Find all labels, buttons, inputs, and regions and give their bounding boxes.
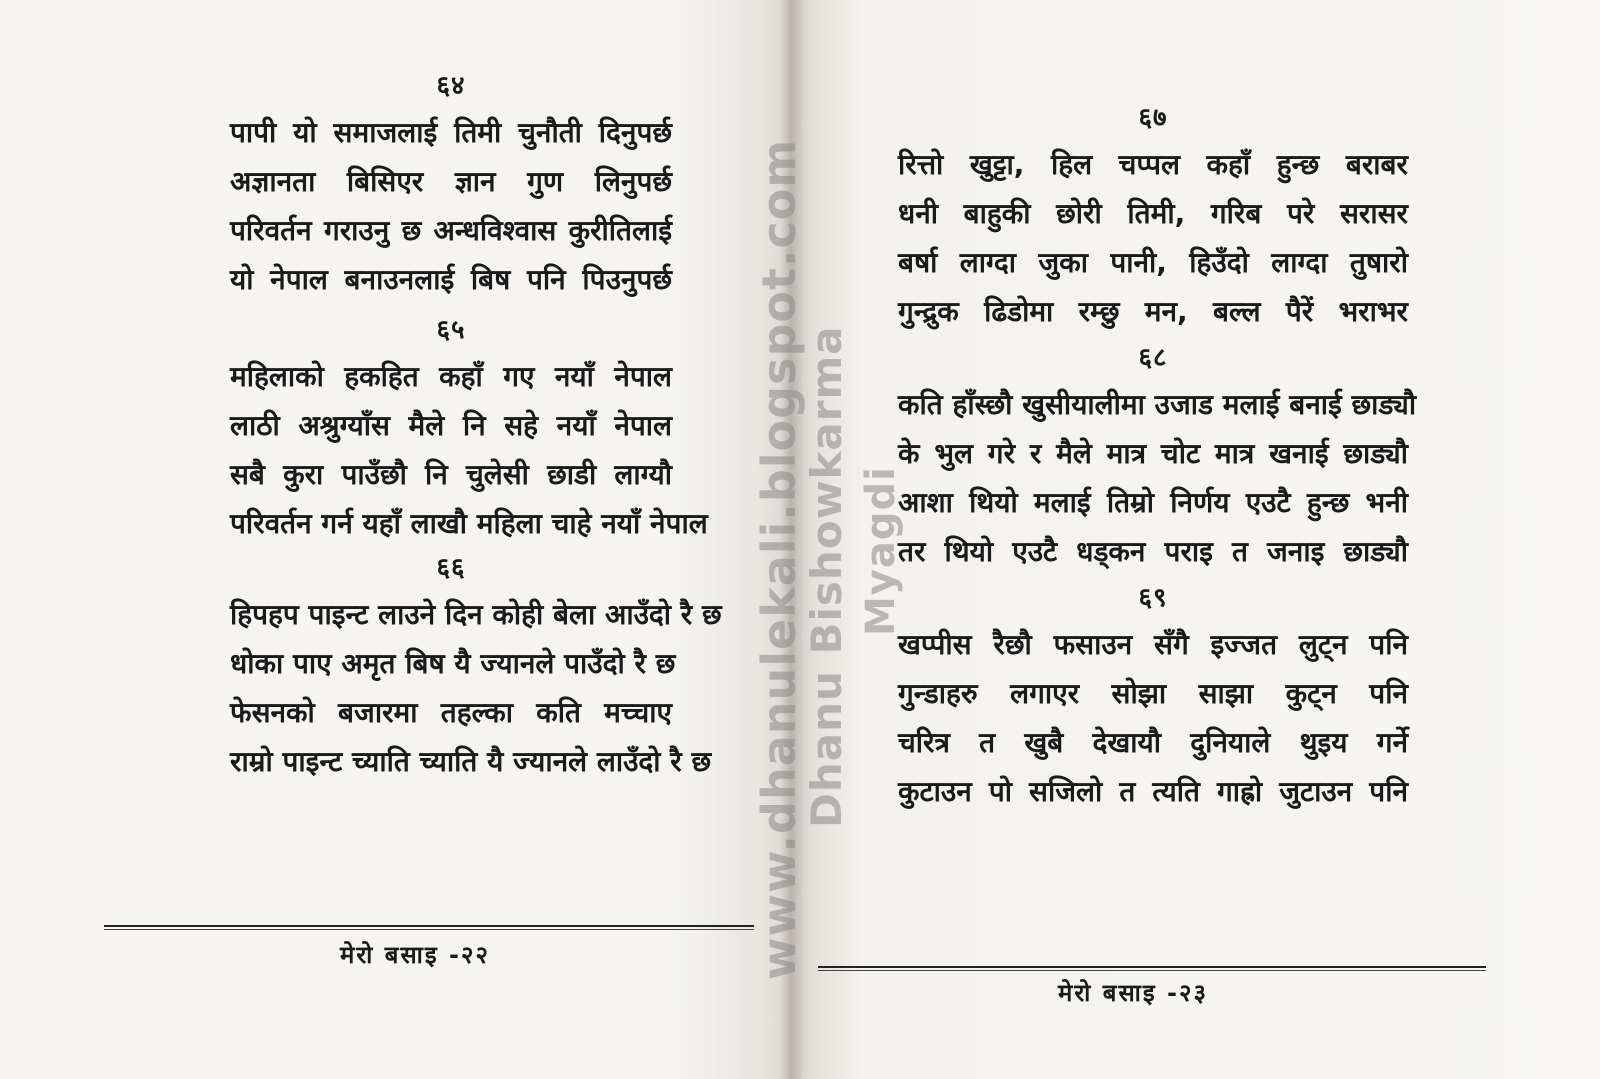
poem-line: सबै कुरा पाउँछौ नि चुलेसी छाडी लाग्यौ <box>230 458 672 491</box>
poem-line: चरित्र त खुबै देखायौ दुनियाले थुइय गर्ने <box>898 726 1408 759</box>
poem-number: ६९ <box>1138 583 1168 613</box>
poem-line: परिवर्तन गर्न यहाँ लाखौ महिला चाहे नयाँ नेपाल <box>230 507 708 540</box>
poem-number: ६६ <box>436 553 466 583</box>
poem-line: गुन्डाहरु लगाएर सोझा साझा कुट्न पनि <box>898 677 1408 710</box>
poem-line: खप्पीस रैछौ फसाउन सँगै इज्जत लुट्न पनि <box>898 628 1408 661</box>
page-footer: मेरो बसाइ -२२ <box>340 941 490 969</box>
poem-line: यो नेपाल बनाउनलाई बिष पनि पिउनुपर्छ <box>230 263 672 296</box>
poem-number: ६५ <box>436 315 466 345</box>
poem-line: महिलाको हकहित कहाँ गए नयाँ नेपाल <box>230 360 672 393</box>
poem-line: राम्रो पाइन्ट च्याति च्याति यै ज्यानले लाउँदो रै छ <box>230 745 712 778</box>
poem-number: ६४ <box>436 71 466 101</box>
poem-line: हिपहप पाइन्ट लाउने दिन कोही बेला आउँदो रै छ <box>230 598 722 631</box>
poem-line: बर्षा लाग्दा जुका पानी, हिउँदो लाग्दा तुषारो <box>898 246 1408 279</box>
poem-line: तर थियो एउटै धड्कन पराइ त जनाइ छाड्यौ <box>898 535 1408 568</box>
poem-line: कति हाँस्छौ खुसीयालीमा उजाड मलाई बनाई छाड्यौ <box>898 388 1417 421</box>
poem-line: अज्ञानता बिसिएर ज्ञान गुण लिनुपर्छ <box>230 165 672 198</box>
poem-line: धनी बाहुकी छोरी तिमी, गरिब परे सरासर <box>898 197 1408 230</box>
poem-67 <box>898 98 1408 336</box>
poem-64 <box>230 66 672 304</box>
poem-line: फेसनको बजारमा तहल्का कति मच्चाए <box>230 696 672 729</box>
poem-line: आशा थियो मलाई तिम्रो निर्णय एउटै हुन्छ भनी <box>898 486 1408 519</box>
poem-line: परिवर्तन गराउनु छ अन्धविश्वास कुरीतिलाई <box>230 214 672 247</box>
poem-68 <box>898 338 1417 576</box>
left-page <box>0 0 790 1079</box>
poem-66 <box>230 548 722 786</box>
poem-line: के भुल गरे र मैले मात्र चोट मात्र खनाई छाड्यौ <box>898 437 1408 470</box>
right-page <box>790 0 1600 1079</box>
poem-line: धोका पाए अमृत बिष यै ज्यानले पाउँदो रै छ <box>230 647 676 680</box>
poem-line: कुटाउन पो सजिलो त त्यति गाह्रो जुटाउन पनि <box>898 775 1408 808</box>
poem-number: ६८ <box>1138 343 1168 373</box>
poem-line: पापी यो समाजलाई तिमी चुनौती दिनुपर्छ <box>230 116 672 149</box>
poem-line: गुन्द्रुक ढिडोमा रम्छु मन, बल्ल पैरें भराभर <box>898 295 1408 328</box>
footer-rule <box>104 925 754 930</box>
poem-number: ६७ <box>1138 103 1168 133</box>
page-footer: मेरो बसाइ -२३ <box>1058 979 1208 1007</box>
watermark-url: www.dhanulekali.blogspot.com <box>752 138 806 980</box>
poem-line: लाठी अश्रुग्याँस मैले नि सहे नयाँ नेपाल <box>230 409 672 442</box>
footer-rule <box>818 966 1486 971</box>
poem-65 <box>230 310 708 548</box>
watermark-place: Myagdi <box>858 466 904 636</box>
watermark-name: Dhanu Bishowkarma <box>802 325 851 828</box>
poem-line: रित्तो खुट्टा, हिल चप्पल कहाँ हुन्छ बराबर <box>898 148 1408 181</box>
poem-69 <box>898 578 1408 816</box>
